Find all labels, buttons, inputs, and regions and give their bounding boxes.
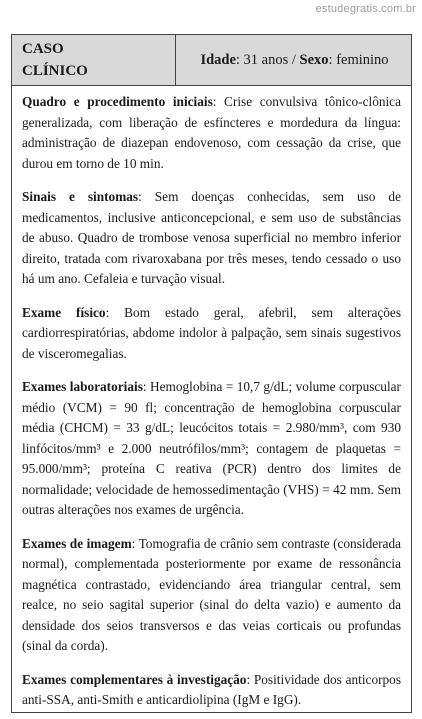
section-lab-exams — [22, 377, 401, 521]
section-label: Exames de imagem — [22, 535, 132, 551]
age-value: : 31 anos / — [235, 51, 300, 68]
case-title — [12, 35, 176, 85]
section-physical-exam — [22, 303, 401, 365]
section-label: Exames complementares à investigação — [22, 671, 247, 687]
section-signs-symptoms — [22, 187, 401, 290]
section-text: : Positividade dos anticorpos anti-SSA, anti-Smith e anticardiolipina (IgM e IgG). — [22, 671, 401, 707]
sex-value: : feminino — [328, 51, 389, 68]
sex-label: Sexo — [299, 51, 329, 68]
case-content — [12, 86, 411, 711]
section-label: Exames laboratoriais — [22, 379, 143, 394]
section-imaging — [22, 534, 401, 657]
case-title-line2: CLÍNICO — [22, 63, 88, 79]
section-text: : Bom estado geral, afebril, sem alterações cardiorrespiratórias, abdome indolor à palpação, sem sinais sugestivos de visceromegalias. — [22, 304, 401, 361]
case-header — [12, 35, 411, 86]
section-text: : Hemoglobina = 10,7 g/dL; volume corpuscular médio (VCM) = 90 fl; concentração de hemoglobina corpuscular média (CHCM) = 33 g/dL; leucócitos totais = 2.980/mm³, com 930 linfócitos/mm³ e 2.000 neutrófilos/mm³; contagem de plaquetas = 95.000/mm³; proteína C reativa (PCR) dentro dos limites de normalidade; velocidade de hemossedimentação (VHS) = 42 mm. Sem outras alterações nos exames de urgência. — [22, 379, 401, 517]
section-text: : Sem doenças conhecidas, sem uso de medicamentos, inclusive anticoncepcional, e sem uso de substâncias de abuso. Quadro de trombose venosa superficial no membro inferior direito, tratada com rivaroxabana por três meses, tendo cessado o uso há um ano. Cefaleia e turvação visual. — [22, 189, 401, 286]
section-label: Sinais e sintomas — [22, 189, 139, 204]
section-label: Quadro e procedimento iniciais — [22, 94, 213, 109]
watermark: estudegratis.com.br — [315, 3, 416, 15]
section-label: Exame físico — [22, 304, 106, 320]
section-text: : Tomografia de crânio sem contraste (considerada normal), complementada posteriormente por exame de ressonância magnética contrastado, evidenciando área triangular central, sem realce, no seio sagital superior (sinal do delta vazio) e aumento da densidade dos seios transversos e das veias corticais ou profundas (sinal da corda). — [22, 535, 401, 653]
case-title-line1: CASO — [22, 41, 64, 57]
section-initial-procedure — [22, 92, 401, 174]
section-complementary-exams — [22, 670, 401, 711]
age-label: Idade — [200, 51, 236, 68]
clinical-case-box — [11, 34, 412, 713]
section-text: : Crise convulsiva tônico-clônica generalizada, com liberação de esfíncteres e mordedura da língua: administração de diazepan endovenoso, com cessação da crise, que durou em torno de 10 min. — [22, 94, 401, 171]
patient-info — [176, 35, 411, 85]
